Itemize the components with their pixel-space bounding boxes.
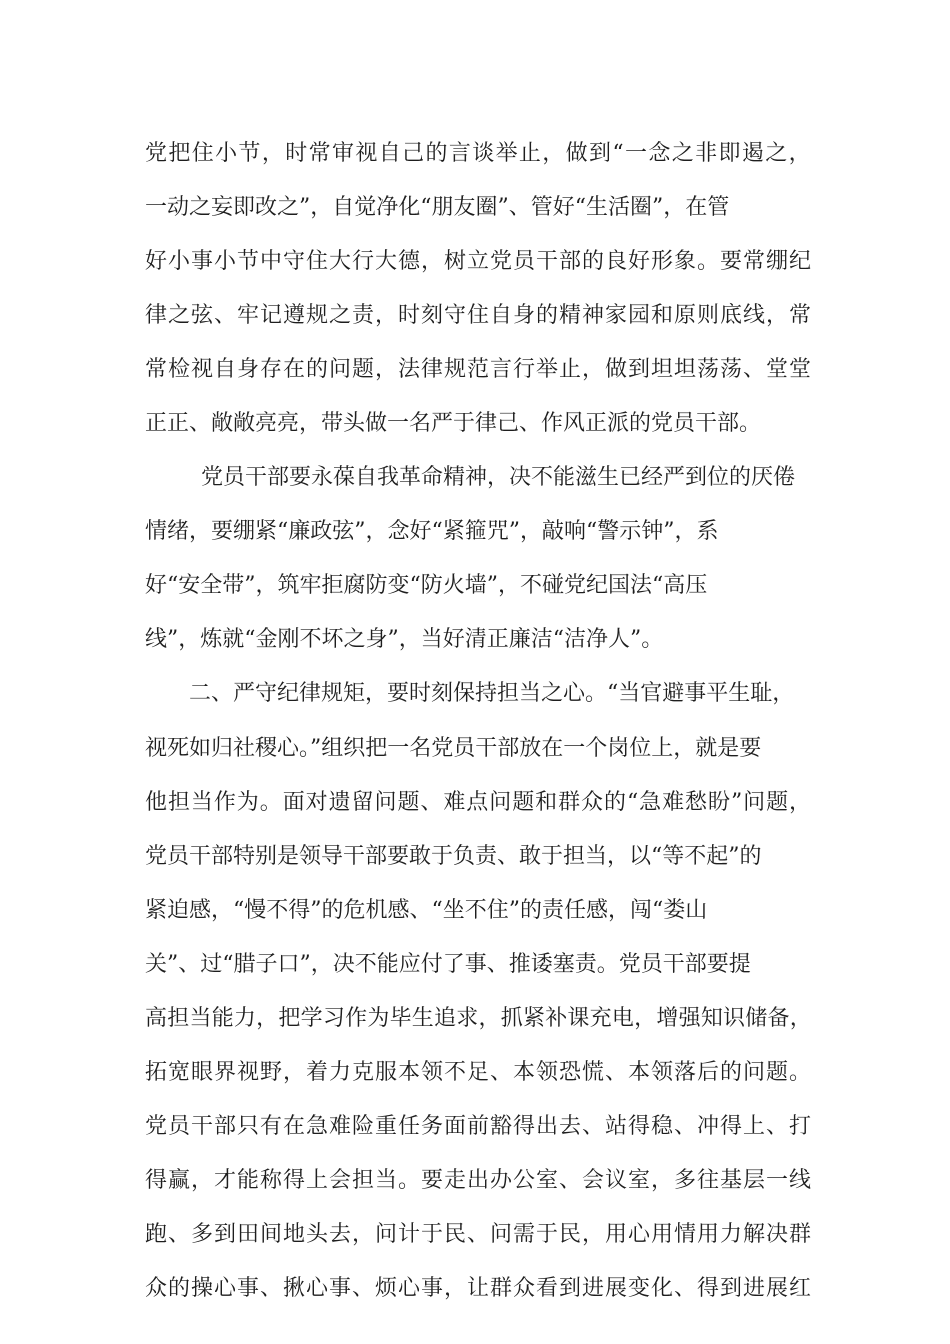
text-line: 紧迫感，“慢不得”的危机感、“坐不住”的责任感，闯“娄山 (145, 897, 708, 923)
text-line: 律之弦、牢记遵规之责，时刻守住自身的精神家园和原则底线，常 (145, 303, 812, 329)
text-line: 一动之妄即改之”，自觉净化“朋友圈”、管好“生活圈”，在管 (145, 195, 730, 221)
text-line: 党把住小节，时常审视自己的言谈举止，做到“一念之非即遏之， (145, 141, 813, 166)
text-line: 关”、过“腊子口”，决不能应付了事、推诿塞责。党员干部要提 (145, 951, 751, 977)
text-line: 视死如归社稷心。”组织把一名党员干部放在一个岗位上，就是要 (145, 735, 762, 761)
text-line: 党员干部只有在急难险重任务面前豁得出去、站得稳、冲得上、打 (145, 1113, 812, 1139)
text-line: 他担当作为。面对遗留问题、难点问题和群众的“急难愁盼”问题， (145, 789, 812, 815)
text-line: 线”，炼就“金刚不坏之身”，当好清正廉洁“洁净人”。 (145, 627, 664, 653)
text-line: 得赢，才能称得上会担当。要走出办公室、会议室，多往基层一线 (145, 1167, 812, 1193)
text-line: 好小事小节中守住大行大德，树立党员干部的良好形象。要常绷纪 (145, 249, 812, 275)
text-line: 高担当能力，把学习作为毕生追求，抓紧补课充电，增强知识储备， (145, 1005, 812, 1031)
text-line: 党员干部特别是领导干部要敢于负责、敢于担当，以“等不起”的 (145, 843, 762, 869)
paragraph-start-line: 党员干部要永葆自我革命精神，决不能滋生已经严到位的厌倦 (201, 465, 796, 491)
text-line: 众的操心事、揪心事、烦心事，让群众看到进展变化、得到进展红 (145, 1275, 812, 1301)
text-line: 拓宽眼界视野，着力克服本领不足、本领恐慌、本领落后的问题。 (145, 1059, 812, 1085)
text-line: 正正、敞敞亮亮，带头做一名严于律己、作风正派的党员干部。 (145, 411, 762, 437)
text-line: 好“安全带”，筑牢拒腐防变“防火墙”，不碰党纪国法“高压 (145, 573, 708, 599)
body-text (145, 127, 835, 1316)
text-line: 常检视自身存在的问题，法律规范言行举止，做到坦坦荡荡、堂堂 (145, 357, 812, 383)
text-line: 跑、多到田间地头去，问计于民、问需于民，用心用情用力解决群 (145, 1221, 812, 1247)
text-line: 情绪，要绷紧“廉政弦”，念好“紧箍咒”，敲响“警示钟”，系 (145, 519, 719, 545)
section-heading-line: 二、严守纪律规矩，要时刻保持担当之心。“当官避事平生耻， (189, 681, 795, 707)
